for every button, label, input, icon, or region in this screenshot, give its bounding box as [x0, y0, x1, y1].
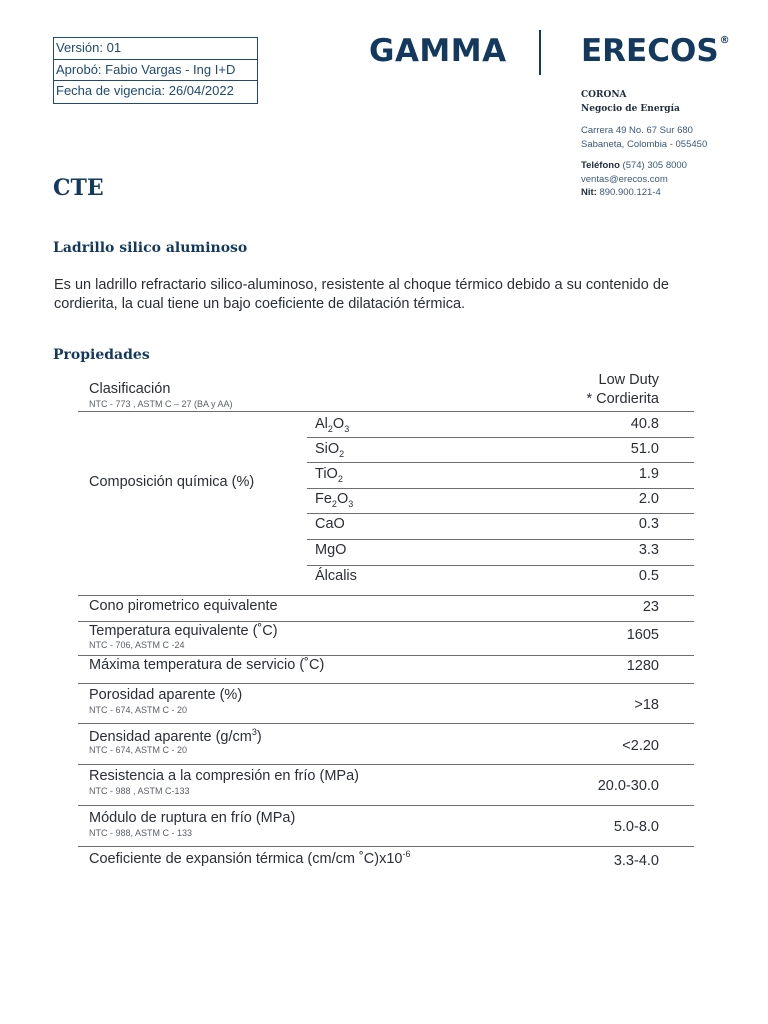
address-line-1: Carrera 49 No. 67 Sur 680 [581, 125, 693, 136]
phone-value: (574) 305 8000 [619, 160, 687, 171]
classification-value-line2: * Cordierita [586, 391, 659, 407]
composition-value: 40.8 [630, 416, 659, 432]
composition-value: 51.0 [630, 441, 659, 457]
classification-norm: NTC - 773 , ASTM C – 27 (BA y AA) [89, 399, 233, 409]
composition-value: 3.3 [638, 542, 659, 558]
classification-value-line1: Low Duty [598, 372, 659, 388]
composition-divider [307, 513, 694, 514]
version-field: Versión: 01 [54, 38, 257, 60]
registered-mark: ® [719, 35, 730, 46]
property-label: Temperatura equivalente (˚C) [89, 623, 278, 639]
table-divider [78, 723, 694, 724]
table-divider [78, 764, 694, 765]
nit-label: Nit: [581, 187, 597, 198]
table-divider [78, 595, 694, 596]
brand-divider [539, 30, 541, 75]
composition-value: 2.0 [638, 491, 659, 507]
composition-value: 1.9 [638, 466, 659, 482]
property-value: 1280 [626, 658, 659, 674]
table-divider [78, 846, 694, 847]
validity-date-field: Fecha de vigencia: 26/04/2022 [56, 83, 234, 98]
property-norm: NTC - 988, ASTM C - 133 [89, 828, 193, 838]
property-norm: NTC - 674, ASTM C - 20 [89, 705, 188, 715]
property-norm: NTC - 706, ASTM C -24 [89, 640, 185, 650]
composition-compound: $Al_2O_3$ [315, 416, 350, 434]
composition-divider [307, 462, 694, 463]
classification-label: Clasificación [89, 381, 171, 397]
phone-line [581, 159, 761, 173]
document-control-box [53, 37, 258, 104]
approved-field: Aprobó: Fabio Vargas - Ing I+D [54, 60, 257, 82]
contact-block [581, 89, 761, 200]
property-value: <2.20 [622, 738, 659, 754]
product-name: Ladrillo silico aluminoso [53, 240, 248, 256]
table-divider [78, 655, 694, 656]
composition-divider [307, 539, 694, 540]
erecos-logo-text: ERECOS [581, 33, 719, 69]
composition-compound: MgO [315, 542, 347, 558]
table-divider [78, 411, 694, 412]
property-label: Cono pirometrico equivalente [89, 598, 278, 614]
properties-title: Propiedades [53, 347, 150, 363]
document-title: CTE [53, 175, 104, 201]
erecos-logo [581, 33, 730, 69]
phone-label: Teléfono [581, 160, 620, 171]
property-value: 20.0-30.0 [597, 778, 659, 794]
property-value: 5.0-8.0 [613, 819, 659, 835]
address-line-2: Sabaneta, Colombia - 055450 [581, 138, 708, 150]
composition-compound: Álcalis [315, 568, 357, 584]
property-value: >18 [634, 697, 659, 713]
table-divider [78, 805, 694, 806]
property-norm: NTC - 674, ASTM C - 20 [89, 745, 188, 755]
composition-compound: CaO [315, 516, 345, 532]
product-description: Es un ladrillo refractario silico-aluminoso, resistente al choque térmico debido a su contenido de cordierita, la cual tiene un bajo coeficiente de dilatación térmica. [54, 277, 669, 312]
property-label: Módulo de ruptura en frío (MPa) [89, 810, 296, 826]
gamma-logo: GAMMA [369, 33, 507, 69]
property-norm: NTC - 988 , ASTM C-133 [89, 786, 190, 796]
composition-divider [307, 437, 694, 438]
composition-divider [307, 488, 694, 489]
property-label: Resistencia a la compresión en frío (MPa) [89, 768, 359, 784]
property-value: 23 [642, 599, 659, 615]
email-link[interactable]: ventas@erecos.com [581, 173, 668, 185]
company-division: Negocio de Energía [581, 103, 680, 114]
composition-compound: $Fe_2O_3$ [315, 491, 354, 509]
property-label: Porosidad aparente (%) [89, 687, 243, 703]
property-label: Coeficiente de expansión térmica (cm/cm $˚C)x10^{-6}$ [89, 849, 411, 867]
composition-label: Composición química (%) [89, 474, 255, 490]
composition-value: 0.5 [638, 568, 659, 584]
company-name: CORONA [581, 90, 627, 100]
property-value: 1605 [626, 627, 659, 643]
table-divider [78, 621, 694, 622]
nit-line [581, 186, 761, 200]
composition-compound: SiO$_2$ [315, 441, 345, 459]
table-divider [78, 683, 694, 684]
property-value: 3.3-4.0 [613, 853, 659, 869]
nit-value: 890.900.121-4 [596, 187, 661, 198]
composition-compound: TiO$_2$ [315, 466, 343, 484]
property-label: Máxima temperatura de servicio (˚C) [89, 657, 325, 673]
composition-value: 0.3 [638, 516, 659, 532]
property-label: Densidad aparente $(g/cm^3)$ [89, 727, 262, 745]
composition-divider [307, 565, 694, 566]
